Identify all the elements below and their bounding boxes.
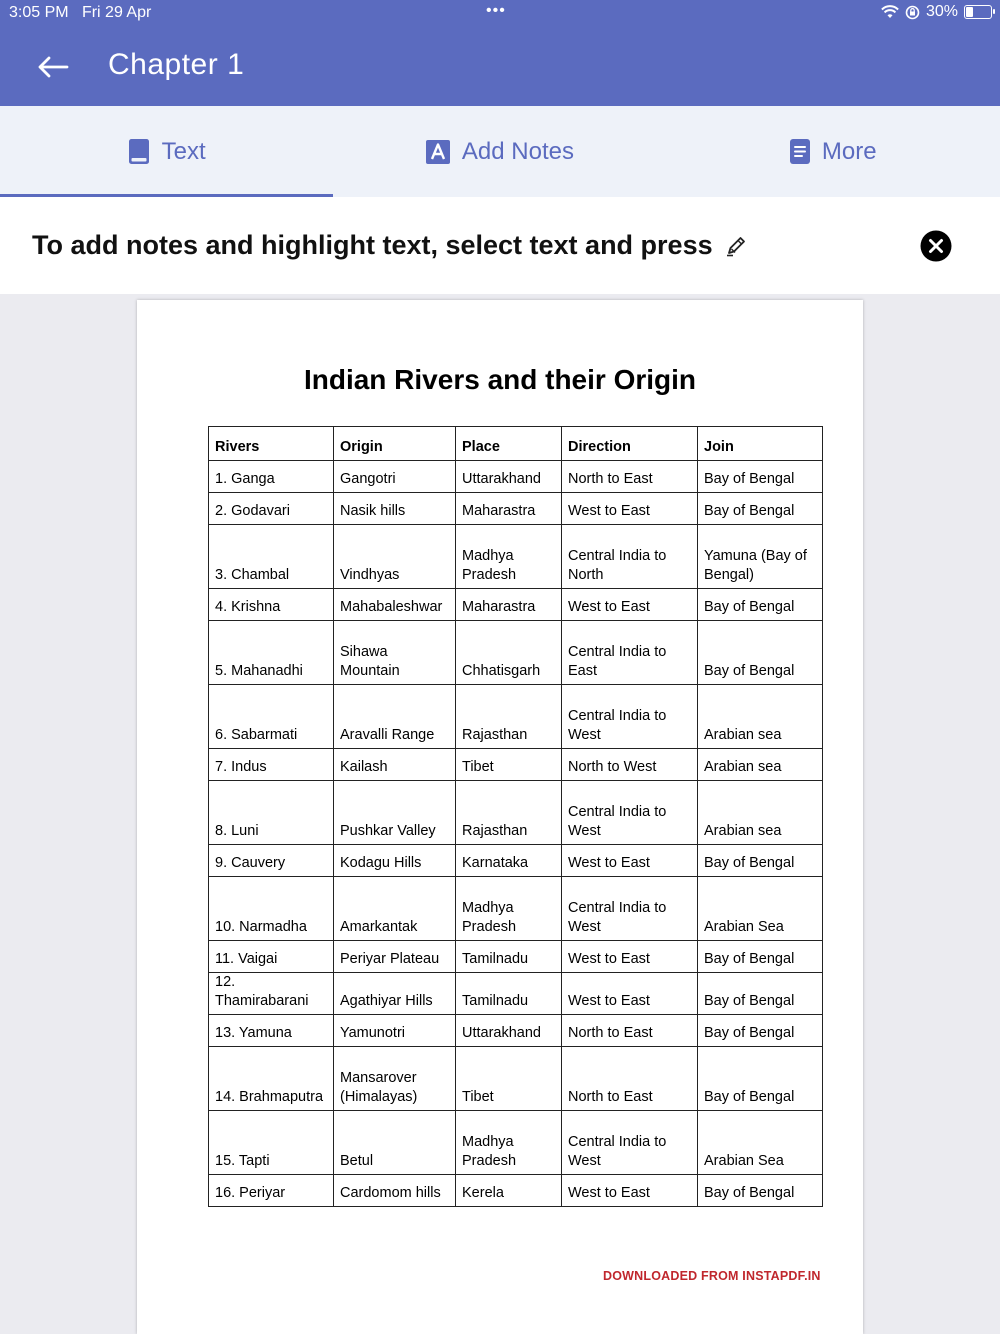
table-row [209, 1047, 823, 1111]
table-row [209, 941, 823, 973]
table-cell: 15. Tapti [209, 1111, 334, 1175]
table-row [209, 493, 823, 525]
table-cell: 1. Ganga [209, 461, 334, 493]
tab-text-label: Text [161, 137, 206, 165]
table-cell: Nasik hills [334, 493, 456, 525]
top-bar [0, 0, 1000, 106]
letter-a-icon [426, 140, 450, 164]
battery-icon [964, 5, 992, 19]
table-row [209, 621, 823, 685]
table-cell: Mahabaleshwar [334, 589, 456, 621]
table-body [209, 461, 823, 1207]
table-row [209, 877, 823, 941]
book-icon [128, 138, 150, 165]
table-cell: West to East [562, 941, 698, 973]
back-button[interactable] [36, 50, 70, 84]
tab-more-label: More [821, 137, 877, 165]
tab-add-notes-label: Add Notes [461, 137, 574, 165]
table-cell: Bay of Bengal [698, 589, 823, 621]
column-header: Origin [334, 427, 456, 461]
table-cell: Aravalli Range [334, 685, 456, 749]
table-row [209, 1015, 823, 1047]
table-cell: Tamilnadu [456, 941, 562, 973]
table-cell: Arabian sea [698, 781, 823, 845]
table-cell: Arabian sea [698, 685, 823, 749]
table-cell: West to East [562, 1175, 698, 1207]
table-cell: 6. Sabarmati [209, 685, 334, 749]
arrow-left-icon [37, 56, 69, 78]
status-time: 3:05 PM Fri 29 Apr [9, 4, 152, 21]
table-cell: Central India to West [562, 685, 698, 749]
rivers-table[interactable] [208, 426, 823, 1207]
battery-level-fill [966, 7, 973, 17]
table-cell: Madhya Pradesh [456, 525, 562, 589]
table-row [209, 1111, 823, 1175]
table-row [209, 685, 823, 749]
table-cell: 2. Godavari [209, 493, 334, 525]
table-cell: Arabian Sea [698, 877, 823, 941]
table-row [209, 1175, 823, 1207]
table-row [209, 589, 823, 621]
column-header: Place [456, 427, 562, 461]
table-row [209, 973, 823, 1015]
table-cell: Bay of Bengal [698, 1175, 823, 1207]
page-title: Chapter 1 [108, 48, 245, 81]
table-cell: Arabian sea [698, 749, 823, 781]
document-icon [790, 139, 810, 164]
table-cell: Rajasthan [456, 781, 562, 845]
status-indicators [881, 3, 992, 21]
table-row [209, 749, 823, 781]
table-cell: West to East [562, 589, 698, 621]
table-cell: Kerela [456, 1175, 562, 1207]
table-cell: Bay of Bengal [698, 973, 823, 1015]
table-cell: West to East [562, 493, 698, 525]
table-row [209, 525, 823, 589]
tab-add-notes[interactable] [333, 106, 666, 197]
table-cell: Uttarakhand [456, 1015, 562, 1047]
close-banner-button[interactable] [920, 230, 952, 267]
table-cell: Kodagu Hills [334, 845, 456, 877]
table-cell: Periyar Plateau [334, 941, 456, 973]
table-cell: Central India to East [562, 621, 698, 685]
table-cell: Uttarakhand [456, 461, 562, 493]
table-cell: Mansarover (Himalayas) [334, 1047, 456, 1111]
table-cell: Pushkar Valley [334, 781, 456, 845]
table-cell: Central India to West [562, 1111, 698, 1175]
table-row [209, 781, 823, 845]
table-cell: Arabian Sea [698, 1111, 823, 1175]
wifi-icon [881, 5, 899, 19]
table-cell: Kailash [334, 749, 456, 781]
table-cell: Tibet [456, 749, 562, 781]
table-cell: 11. Vaigai [209, 941, 334, 973]
table-cell: 14. Brahmaputra [209, 1047, 334, 1111]
table-cell: 10. Narmadha [209, 877, 334, 941]
table-cell: Bay of Bengal [698, 461, 823, 493]
table-header-row [209, 427, 823, 461]
table-cell: Bay of Bengal [698, 845, 823, 877]
table-cell: Betul [334, 1111, 456, 1175]
table-cell: Bay of Bengal [698, 621, 823, 685]
table-cell: Karnataka [456, 845, 562, 877]
column-header: Rivers [209, 427, 334, 461]
table-cell: 9. Cauvery [209, 845, 334, 877]
table-cell: Vindhyas [334, 525, 456, 589]
table-cell: Maharastra [456, 493, 562, 525]
close-icon [920, 230, 952, 262]
column-header: Join [698, 427, 823, 461]
table-cell: 8. Luni [209, 781, 334, 845]
table-cell: 5. Mahanadhi [209, 621, 334, 685]
table-cell: Tamilnadu [456, 973, 562, 1015]
table-cell: Gangotri [334, 461, 456, 493]
table-cell: Bay of Bengal [698, 1015, 823, 1047]
table-cell: 16. Periyar [209, 1175, 334, 1207]
table-cell: Central India to West [562, 781, 698, 845]
table-cell: Agathiyar Hills [334, 973, 456, 1015]
table-cell: Madhya Pradesh [456, 877, 562, 941]
table-cell: Madhya Pradesh [456, 1111, 562, 1175]
table-cell: North to East [562, 1047, 698, 1111]
table-cell: Sihawa Mountain [334, 621, 456, 685]
table-cell: North to West [562, 749, 698, 781]
tab-bar [0, 106, 1000, 197]
status-date: Fri 29 Apr [81, 4, 152, 21]
table-cell: Maharastra [456, 589, 562, 621]
notes-hint-banner [0, 197, 1000, 294]
tab-more[interactable] [667, 106, 1000, 197]
table-cell: Chhatisgarh [456, 621, 562, 685]
pencil-icon [725, 235, 747, 257]
table-cell: Yamunotri [334, 1015, 456, 1047]
document-title[interactable]: Indian Rivers and their Origin [303, 364, 697, 395]
column-header: Direction [562, 427, 698, 461]
document-page[interactable] [137, 300, 863, 1334]
battery-percent: 30% [925, 3, 958, 20]
table-cell: Cardomom hills [334, 1175, 456, 1207]
table-cell: Amarkantak [334, 877, 456, 941]
table-cell: Bay of Bengal [698, 1047, 823, 1111]
table-cell: West to East [562, 973, 698, 1015]
document-footer: DOWNLOADED FROM INSTAPDF.IN [603, 1269, 821, 1283]
hint-text-row [32, 230, 747, 261]
table-cell: North to East [562, 1015, 698, 1047]
table-cell: 7. Indus [209, 749, 334, 781]
table-cell: 4. Krishna [209, 589, 334, 621]
table-cell: 12. Thamirabarani [209, 973, 334, 1015]
table-cell: 3. Chambal [209, 525, 334, 589]
table-cell: West to East [562, 845, 698, 877]
table-cell: Central India to North [562, 525, 698, 589]
table-cell: Central India to West [562, 877, 698, 941]
table-row [209, 845, 823, 877]
table-cell: Yamuna (Bay of Bengal) [698, 525, 823, 589]
table-cell: Bay of Bengal [698, 941, 823, 973]
tab-text[interactable] [0, 106, 333, 197]
table-cell: 13. Yamuna [209, 1015, 334, 1047]
table-cell: Tibet [456, 1047, 562, 1111]
multitask-dots-icon[interactable]: ••• [486, 2, 506, 19]
table-cell: Rajasthan [456, 685, 562, 749]
table-cell: North to East [562, 461, 698, 493]
table-cell: Bay of Bengal [698, 493, 823, 525]
table-row [209, 461, 823, 493]
orientation-lock-icon [905, 5, 920, 20]
hint-text: To add notes and highlight text, select text and press [32, 230, 713, 260]
